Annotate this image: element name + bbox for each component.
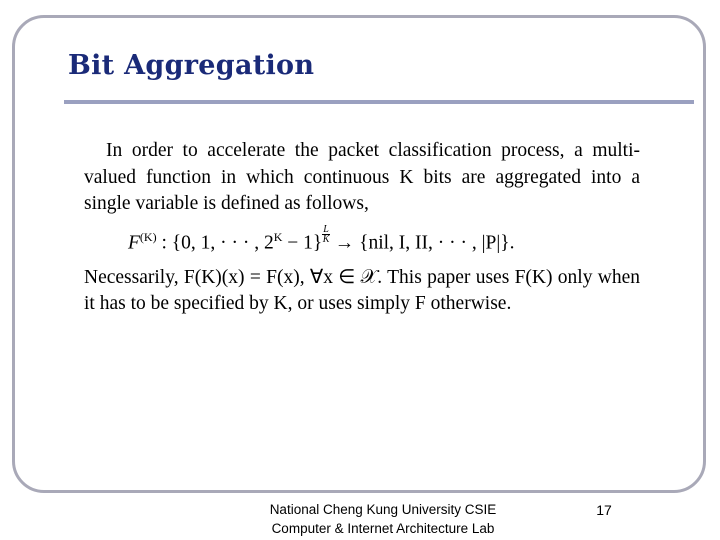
slide-body [84,138,640,318]
page-number: 17 [596,502,612,518]
equation-exponent-fraction [322,225,330,244]
fraction-numerator: L [323,224,329,235]
footer-line-2: Computer & Internet Architecture Lab [271,521,495,536]
footer-institution [232,500,534,538]
fraction-denominator: K [322,234,330,245]
slide-title: Bit Aggregation [68,50,315,81]
equation-lhs-superscript: (K) [139,229,157,244]
equation-lhs: F [128,232,140,253]
equation-domain-superscript: K [273,229,283,244]
title-underline [64,100,694,104]
equation-codomain: → {nil, I, II, · · · , |P|}. [329,232,515,253]
footer-line-1: National Cheng Kung University CSIE [269,502,497,517]
paragraph-necessarily: Necessarily, F(K)(x) = F(x), ∀x ∈ 𝒳. This paper uses F(K) only when it has to be specified by K, or uses simply F otherwise. [84,266,640,314]
equation-domain-start: : {0, 1, · · · , 2 [156,232,274,253]
paragraph-intro: In order to accelerate the packet classification process, a multi-valued function in which continuous K bits are aggregated into a single variable is defined as follows, [84,140,640,214]
equation-domain-end: − 1} [282,232,323,253]
equation-definition [128,224,640,257]
